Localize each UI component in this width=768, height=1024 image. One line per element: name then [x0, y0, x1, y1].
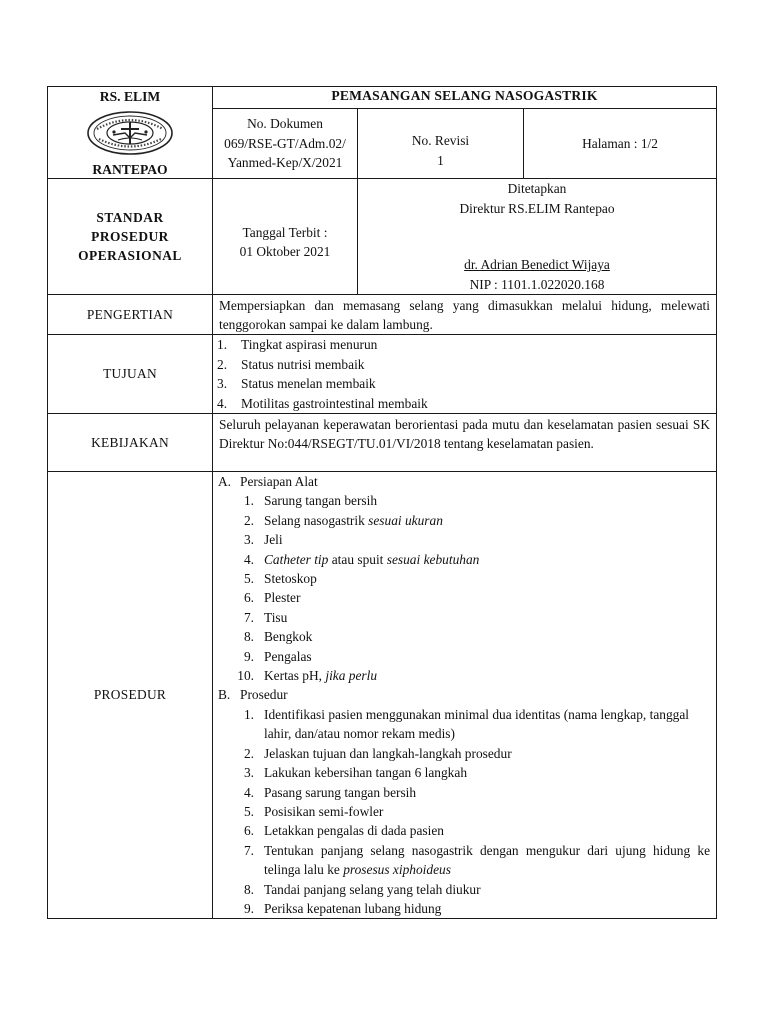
pengertian-text: Mempersiapkan dan memasang selang yang dimasukkan melalui hidung, melewati tenggorokan sampai ke dalam lambung.: [213, 295, 717, 335]
list-item: 3. Jeli: [243, 532, 283, 548]
approver-title: Direktur RS.ELIM Rantepao: [459, 200, 615, 216]
list-item: 3. Lakukan kebersihan tangan 6 langkah: [243, 765, 468, 781]
pengertian-label: PENGERTIAN: [48, 295, 213, 335]
approval-label: Ditetapkan: [507, 181, 567, 196]
list-item: 7. Tentukan panjang selang nasogastrik dengan mengukur dari ujung hidung ke telinga lalu ke prosesus xiphoideus: [243, 842, 711, 878]
issue-date-label: Tanggal Terbit :: [242, 224, 328, 240]
revision-cell: [358, 109, 524, 179]
list-item: 4. Pasang sarung tangan bersih: [243, 784, 417, 800]
list-item: 3. Status menelan membaik: [217, 376, 376, 391]
page-number-cell: Halaman : 1/2: [524, 109, 717, 179]
list-item: 10. Kertas pH, jika perlu: [237, 668, 378, 684]
hospital-name: RS. ELIM: [99, 89, 161, 104]
sop-label-line-1: STANDAR: [96, 210, 164, 225]
list-item: 1. Tingkat aspirasi menurun: [217, 337, 378, 352]
tujuan-list: [213, 335, 716, 413]
hospital-seal-logo: [85, 110, 175, 156]
approval-cell: [358, 179, 717, 295]
sop-label-line-3: OPERASIONAL: [78, 248, 182, 263]
prosedur-cell: [213, 472, 717, 919]
list-item: 7. Tisu: [243, 609, 288, 625]
issue-date-value: 01 Oktober 2021: [239, 243, 331, 259]
list-item: 5. Posisikan semi-fowler: [243, 803, 384, 819]
section-prosedur: B. Prosedur: [218, 687, 288, 703]
kebijakan-text: Seluruh pelayanan keperawatan berorientasi pada mutu dan keselamatan pasien sesuai SK Direktur No:044/RSEGT/TU.01/VI/2018 tentang keselamatan pasien.: [213, 414, 717, 472]
document-number-label: No. Dokumen: [247, 116, 323, 131]
revision-number: 1: [437, 153, 444, 168]
list-item: 5. Stetoskop: [243, 571, 317, 587]
kebijakan-label: KEBIJAKAN: [48, 414, 213, 472]
prosedur-content: [213, 472, 716, 918]
list-item: 1. Sarung tangan bersih: [243, 493, 378, 509]
list-item: 2. Jelaskan tujuan dan langkah-langkah prosedur: [243, 745, 512, 761]
approver-nip: NIP : 1101.1.022020.168: [469, 276, 605, 292]
document-number-cell: [213, 109, 358, 179]
list-item: 1. Identifikasi pasien menggunakan minimal dua identitas (nama lengkap, tanggal lahir, dan/atau nomor rekam medis): [243, 706, 690, 742]
tujuan-label: TUJUAN: [48, 335, 213, 414]
revision-label: No. Revisi: [411, 133, 470, 148]
list-item: 9. Pengalas: [243, 648, 312, 664]
list-item: 2. Selang nasogastrik sesuai ukuran: [243, 512, 443, 528]
list-item: 2. Status nutrisi membaik: [217, 356, 365, 372]
document-number-line-1: 069/RSE-GT/Adm.02/: [224, 135, 346, 151]
document-title: PEMASANGAN SELANG NASOGASTRIK: [213, 87, 717, 109]
sop-label-cell: [48, 179, 213, 295]
hospital-city: RANTEPAO: [92, 162, 168, 177]
list-item: 4. Catheter tip atau spuit sesuai kebutuhan: [243, 551, 480, 567]
list-item: 8. Tandai panjang selang yang telah diukur: [243, 881, 481, 897]
tujuan-list-cell: [213, 335, 717, 414]
section-persiapan-alat: A. Persiapan Alat: [218, 474, 318, 489]
document-number-line-2: Yanmed-Kep/X/2021: [227, 155, 343, 170]
list-item: 9. Periksa kepatenan lubang hidung: [243, 900, 442, 916]
sop-table: [47, 86, 717, 919]
list-item: 6. Plester: [243, 590, 301, 606]
approver-name: dr. Adrian Benedict Wijaya: [464, 257, 610, 272]
list-item: 8. Bengkok: [243, 629, 313, 645]
list-item: 4. Motilitas gastrointestinal membaik: [217, 395, 428, 411]
prosedur-label: PROSEDUR: [48, 472, 213, 919]
hospital-identity-cell: [48, 87, 213, 179]
sop-label-line-2: PROSEDUR: [91, 229, 169, 244]
issue-date-cell: [213, 179, 358, 295]
list-item: 6. Letakkan pengalas di dada pasien: [243, 823, 444, 839]
